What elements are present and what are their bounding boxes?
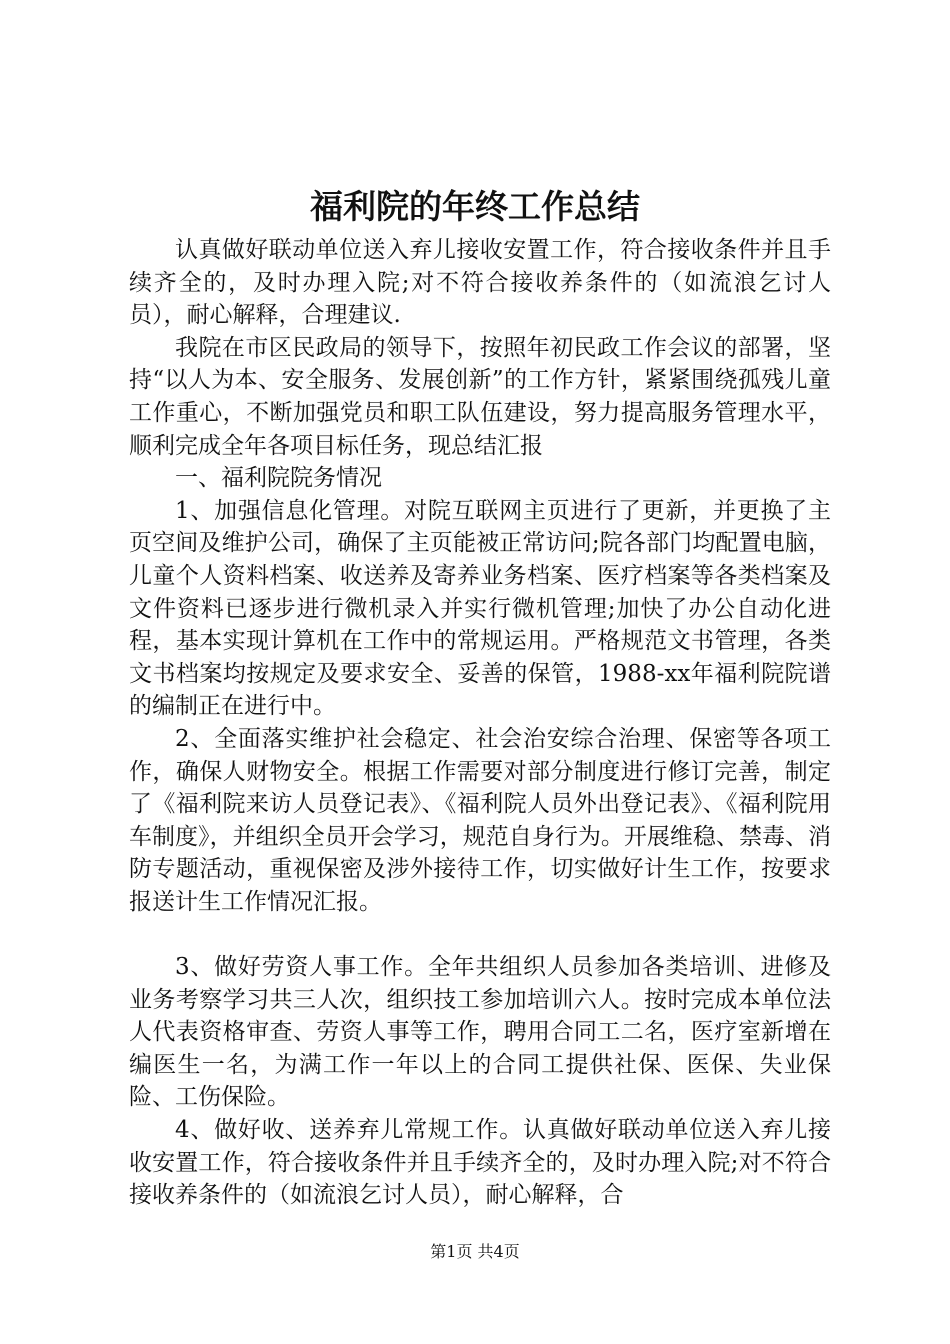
paragraph-item-1: 1、加强信息化管理。对院互联网主页进行了更新，并更换了主页空间及维护公司，确保了主页能被正常访问;院各部门均配置电脑，儿童个人资料档案、收送养及寄养业务档案、医疗档案等各类档案及文件资料已逐步进行微机录入并实行微机管理;加快了办公自动化进程，基本实现计算机在工作中的常规运用。严格规范文书管理，各类文书档案均按规定及要求安全、妥善的保管，1988-xx年福利院院谱的编制正在进行中。: [129, 497, 831, 720]
document-body: [129, 234, 831, 1212]
section-heading-affairs: 一、福利院院务情况: [175, 465, 382, 492]
paragraph-item-4: 4、做好收、送养弃儿常规工作。认真做好联动单位送入弃儿接收安置工作，符合接收条件并且手续齐全的，及时办理入院;对不符合接收养条件的（如流浪乞讨人员），耐心解释，合: [129, 1117, 831, 1209]
page-total: 共4页: [477, 1242, 520, 1261]
page-title: 福利院的年终工作总结: [310, 187, 640, 226]
paragraph-item-2: 2、全面落实维护社会稳定、社会治安综合治理、保密等各项工作，确保人财物安全。根据工作需要对部分制度进行修订完善，制定了《福利院来访人员登记表》、《福利院人员外出登记表》、《福利院用车制度》，并组织全员开会学习，规范自身行为。开展维稳、禁毒、消防专题活动，重视保密及涉外接待工作，切实做好计生工作，按要求报送计生工作情况汇报。: [129, 725, 831, 915]
paragraph-overview: 我院在市区民政局的领导下，按照年初民政工作会议的部署，坚持“以人为本、安全服务、发展创新”的工作方针，紧紧围绕孤残儿童工作重心，不断加强党员和职工队伍建设，努力提高服务管理水平，顺利完成全年各项目标任务，现总结汇报: [129, 334, 831, 459]
paragraph-item-3: 3、做好劳资人事工作。全年共组织人员参加各类培训、进修及业务考察学习共三人次，组织技工参加培训六人。按时完成本单位法人代表资格审查、劳资人事等工作，聘用合同工二名，医疗室新增在编医生一名，为满工作一年以上的合同工提供社保、医保、失业保险、工伤保险。: [129, 954, 831, 1111]
paragraph-intro: 认真做好联动单位送入弃儿接收安置工作，符合接收条件并且手续齐全的，及时办理入院;对不符合接收养条件的（如流浪乞讨人员），耐心解释，合理建议.: [129, 237, 831, 329]
page-footer: [0, 1240, 950, 1264]
page-number: 第1页: [430, 1242, 473, 1261]
